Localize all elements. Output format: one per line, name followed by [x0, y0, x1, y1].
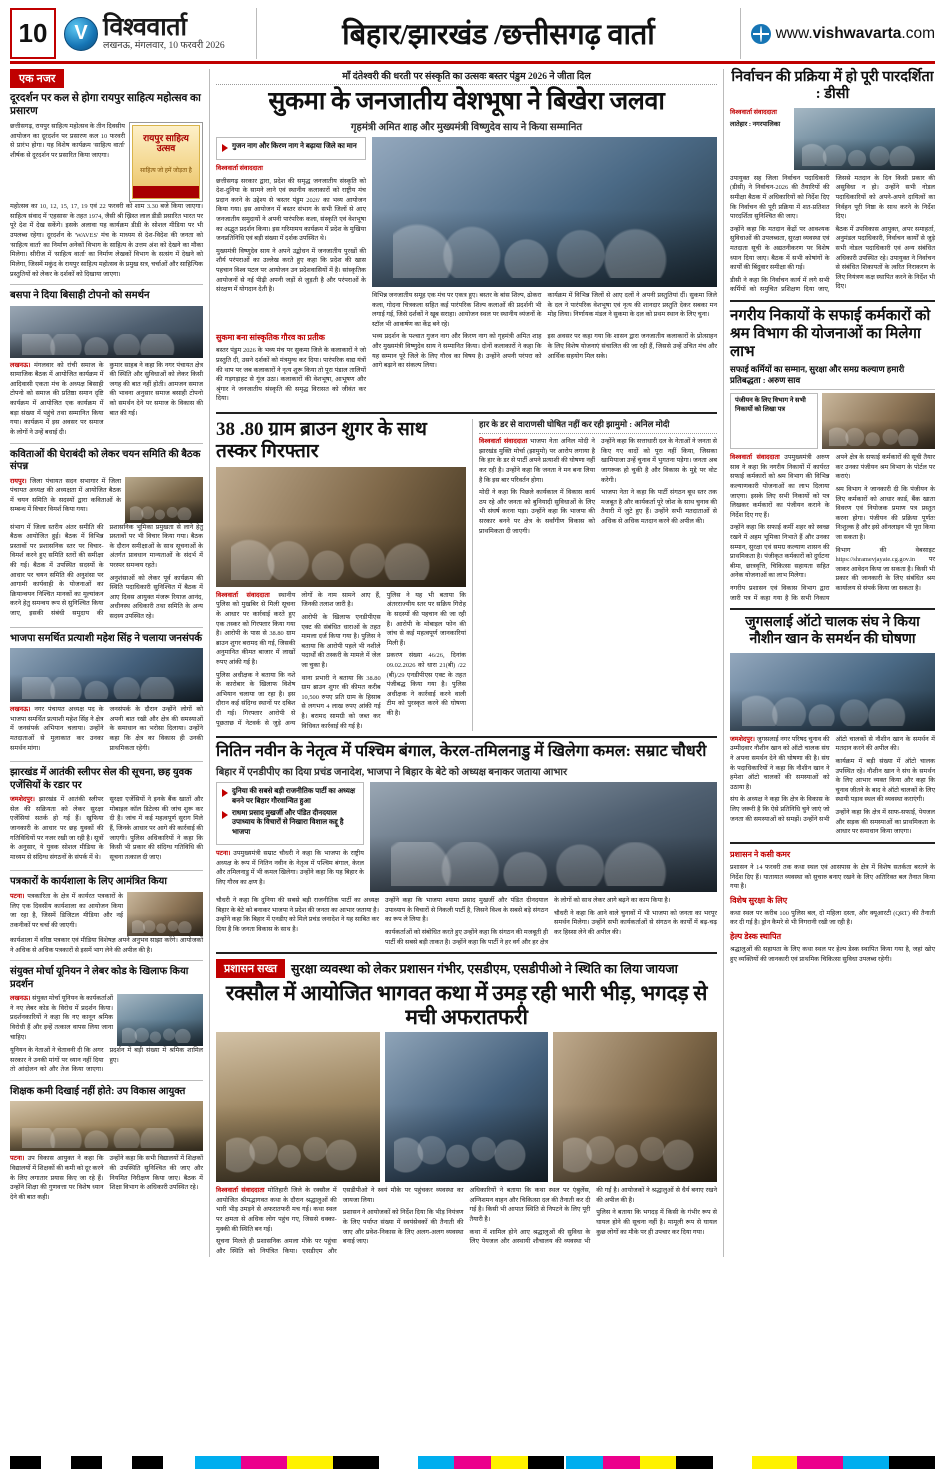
left-item-body: उप विकास आयुक्त ने कहा कि विद्यालयों में शिक्षकों की कमी को दूर करने के लिए लगातार प्रयास किए जा रहे हैं। उन्होंने शिक्षा की गुणवत्ता पर विशेष ध्यान देने की बात कही।: [10, 1155, 104, 1201]
list-item: [10, 633, 203, 757]
left-item-body: नगर पंचायत अध्यक्ष पद के भाजपा समर्थित प्रत्याशी महेश सिंह ने क्षेत्र में जनसंपर्क अभियान चलाया। उन्होंने मतदाताओं से मुलाकात कर उनका समर्थन मांगा।: [10, 706, 104, 752]
article-photo: [10, 306, 203, 358]
left-lead-body: छत्तीसगढ़, रायपुर साहित्य महोत्सव के तीन दिवसीय आयोजन का दूरदर्शन पर प्रसारण कल 10 फरवरी से प्रारंभ होगा। यह विशेष कार्यक्रम 'साहित्य वार्ता' शीर्षक से दूरदर्शन पर प्रसारित किया जाएगा।: [10, 123, 125, 160]
triangle-bullet-icon: [222, 811, 228, 819]
article-photo: [125, 477, 203, 523]
raxaul-headline: रक्सौल में आयोजित भागवत कथा में उमड़ रही भारी भीड़, भगदड़ से मची अफरातफरी: [225, 981, 708, 1029]
nitin-bullets: [216, 782, 364, 845]
story-raxaul: [216, 959, 717, 1256]
left-item-head: भाजपा समर्थित प्रत्याशी महेश सिंह ने चलाया जनसंपर्क: [10, 632, 203, 644]
raxaul-strap: [216, 959, 717, 978]
dateline: लखनऊ।: [10, 995, 31, 1003]
smuggler-col2b: थाना प्रभारी ने बताया कि 38.80 ग्राम ब्राउन शुगर की कीमत करीब 10,500 रुपए प्रति ग्राम के हिसाब से लगभग 4 लाख रुपए आंकी गई है। बरामद सामग्री को जब्त कर विधिवत कार्रवाई की गई है।: [301, 674, 381, 730]
lead-col3b: इस अवसर पर कहा गया कि शासन द्वारा जनजातीय कलाकारों के प्रोत्साहन के लिए विशेष योजनाएं संचालित की जा रही हैं, जिससे उन्हें उचित मंच और आर्थिक सहयोग मिल सके।: [547, 333, 717, 360]
raxaul-col3: कथा में शामिल होने आए श्रद्धालुओं की सुविधा के लिए पेयजल और अस्थायी शौचालय की व्यवस्था भी की गई है। आयोजकों ने श्रद्धालुओं से धैर्य बनाए रखने की अपील की है।: [469, 1187, 717, 1246]
website-prefix: www.: [775, 24, 813, 42]
left-item-body: झारखंड में आतंकी स्लीपर सेल की सक्रियता को लेकर सुरक्षा एजेंसियां सतर्क हो गई हैं। खुफिया जानकारी के आधार पर छह युवकों की गतिविधियों पर नजर रखी जा रही है। सूत्रों के अनुसार, ये युवक सोशल मीडिया के माध्यम से संदिग्ध संगठनों के संपर्क में थे।: [10, 796, 104, 861]
bullet-text: राधमा प्रसाद मुखर्जी और पंडित दीनदयाल उपाध्याय के विचारों से निखारा विशाल कद्दू है भाजपा: [232, 808, 344, 836]
smuggler-col3: पुलिस ने यह भी बताया कि अंतरराज्यीय स्तर पर सक्रिय गिरोह के सदस्यों की पहचान की जा रही है। आरोपी के मोबाइल फोन की जांच से कई महत्वपूर्ण जानकारियां मिली हैं।: [386, 591, 466, 647]
raxaul-col2: प्रशासन ने आयोजकों को निर्देश दिया कि भीड़ नियंत्रण के लिए पर्याप्त संख्या में स्वयंसेवकों की तैनाती की जाए और प्रवेश-निकास के लिए अलग-अलग व्यवस्था बनाई जाए।: [342, 1209, 464, 1246]
raxaul-sub-body-3: श्रद्धालुओं की सहायता के लिए कथा स्थल पर हेल्प डेस्क स्थापित किया गया है, जहां खोए हुए व्यक्तियों की जानकारी एवं प्राथमिक चिकित्सा सुविधा उपलब्ध रहेगी।: [730, 945, 935, 963]
raxaul-sub-body-1: प्रशासन ने 14 फरवरी तक कथा स्थल एवं आसपास के क्षेत्र में विशेष सतर्कता बरतने के निर्देश दिए हैं। यातायात व्यवस्था को सुचारु बनाए रखने के लिए अतिरिक्त बल तैनात किया गया है।: [730, 863, 935, 891]
logo-title: विश्ववार्ता: [103, 13, 187, 42]
page-body: [10, 69, 935, 1257]
dateline: विश्ववार्ता संवाददाता: [216, 591, 270, 599]
left-item-body: मंगलवार को रांची समाज के सामाजिक बैठक में आयोजित कार्यक्रम में आदिवासी एकता मंच के अध्यक्ष बिसाही टोपनो को समाज की प्रतिष्ठा समान दृष्टि कार्यक्रम में आयोजित एक कार्यक्रम में बड़ा संख्या में पहुंचे तथा सम्मानित किया गया। कार्यक्रम में इस अवसर पर समाज के लोगों ने उन्हें बधाई दी।: [10, 361, 104, 436]
jhumri-col2b: भाजपा नेता ने कहा कि पार्टी संगठन बूथ स्तर तक मजबूत है और कार्यकर्ता पूरे जोश के साथ चुनाव की तैयारी में जुटे हुए हैं। उन्होंने सभी मतदाताओं से अधिक से अधिक मतदान करने की अपील की।: [601, 489, 717, 525]
list-item: [10, 1086, 203, 1203]
raxaul-photo-3: [553, 1032, 717, 1182]
website-link[interactable]: [741, 8, 935, 59]
lead-photo: [372, 137, 717, 287]
raxaul-photo-2: [385, 1032, 549, 1182]
website-tld: .com: [901, 24, 935, 42]
triangle-bullet-icon: [222, 144, 228, 152]
logo-mark-icon: [64, 17, 98, 51]
left-item-body: संयुक्त मोर्चा यूनियन के कार्यकर्ताओं ने नए लेबर कोड के विरोध में प्रदर्शन किया। प्रदर्शनकारियों ने कहा कि नए कानून श्रमिक विरोधी हैं और इन्हें तत्काल वापस लिया जाना चाहिए।: [10, 995, 113, 1041]
nagar-subhead: सफाई कर्मियों का सम्मान, सुरक्षा और समग्र कल्याण हमारी प्रतिबद्धता : अरुण साव: [730, 364, 905, 386]
page-number: 10: [10, 8, 56, 59]
lead-col2b: कार्यक्रम में विभिन्न जिलों से आए दलों ने अपनी प्रस्तुतियां दीं। सुकमा जिले के दल ने पारंपरिक वेशभूषा एवं नृत्य की शानदार प्रस्तुति देकर सबका मन मोह लिया। निर्णायक मंडल ने सुकमा के दल को प्रथम स्थान के लिए चुना।: [547, 292, 717, 319]
dateline: रायपुर।: [10, 477, 27, 485]
nitin-col2b: कार्यकर्ताओं को संबोधित करते हुए उन्होंने कहा कि संगठन की मजबूती ही पार्टी की सबसे बड़ी ताकत है। उन्होंने कहा कि पार्टी ने हर वर्ग और हर क्षेत्र के लोगों को साथ लेकर आगे बढ़ने का काम किया है।: [385, 897, 671, 946]
triangle-bullet-icon: [222, 789, 228, 797]
left-item-head: पत्रकारों के कार्यशाला के लिए आमंत्रित किया: [10, 876, 167, 888]
article-photo: [10, 648, 203, 702]
left-item-head: झारखंड में आतंकी स्लीपर सेल की सूचना, छह युवक एजेंसियों के रडार पर: [10, 767, 192, 791]
left-item-body-2: सुरक्षा एजेंसियों ने इनके बैंक खातों और मोबाइल कॉल डिटेल्स की जांच शुरू कर दी है। जांच में कई महत्वपूर्ण सुराग मिले हैं, जिनके आधार पर आगे की कार्रवाई की जाएगी। पुलिस अधिकारियों ने कहा कि किसी भी प्रकार की संदिग्ध गतिविधि की सूचना तत्काल दी जाए।: [109, 796, 203, 861]
left-lead-headline: दूरदर्शन पर कल से होगा रायपुर साहित्य महोत्सव का प्रसारण: [10, 93, 201, 118]
dateline: विश्ववार्ता संवाददाता: [216, 165, 263, 172]
story-nitin: [216, 743, 717, 947]
article-photo: [117, 994, 203, 1046]
smuggler-col1b: पुलिस अधीक्षक ने बताया कि नशे के कारोबार के खिलाफ विशेष अभियान चलाया जा रहा है। इस दौरान कई संदिग्ध स्थानों पर दबिश दी गई। गिरफ्तार आरोपी से पूछताछ में नेटवर्क से जुड़े अन्य लोगों के नाम सामने आए हैं, जिनकी तलाश जारी है।: [216, 591, 381, 727]
nirvachan-col1b: उन्होंने कहा कि मतदान केंद्रों पर आवश्यक सुविधाओं की उपलब्धता, सुरक्षा व्यवस्था एवं मतदाता सूची के अद्यतनीकरण पर विशेष ध्यान दिया जाए। बैठक में सभी कोषांगों के कार्यों की बिंदुवार समीक्षा की गई।: [730, 225, 830, 272]
list-item: [10, 966, 203, 1075]
dateline: विश्ववार्ता संवाददाता: [479, 438, 528, 446]
left-item-body-2: कार्यशाला में वरिष्ठ पत्रकार एवं मीडिया विशेषज्ञ अपने अनुभव साझा करेंगे। आयोजकों ने अधिक से अधिक पत्रकारों से इसमें भाग लेने की अपील की है।: [10, 936, 203, 954]
nitin-col1: उपमुख्यमंत्री सम्राट चौधरी ने कहा कि भाजपा के राष्ट्रीय अध्यक्ष के रूप में नितिन नवीन के नेतृत्व में पश्चिम बंगाल, केरल और तमिलनाडु में भी कमल खिलेगा। उन्होंने कहा कि यह बिहार के लिए गौरव का क्षण है।: [216, 849, 364, 886]
jhumri-col1: भाजपा नेता अनिल मोदी ने झारखंड मुक्ति मोर्चा (झामुमो) पर आरोप लगाया है कि हार के डर से पार्टी अपने प्रत्याशी की घोषणा नहीं कर रही है। उन्होंने कहा कि जनता ने मन बना लिया है कि इस बार परिवर्तन होगा।: [479, 438, 595, 484]
article-photo: [127, 892, 203, 936]
publication-logo: [56, 8, 256, 59]
strap-label: प्रशासन सख्त: [216, 959, 285, 978]
auto-col2b: उन्होंने कहा कि क्षेत्र में साफ-सफाई, पेयजल और सड़क की समस्याओं का प्राथमिकता के आधार पर समाधान किया जाएगा।: [835, 809, 935, 836]
globe-icon: [751, 24, 771, 44]
lead-col1: छत्तीसगढ़ सरकार द्वारा, प्रदेश की समृद्ध जनजातीय संस्कृति को देश-दुनिया के सामने लाने एवं स्थानीय कलाकारों को राष्ट्रीय मंच प्रदान करने के उद्देश्य से 'बस्तर पंडुम 2026' का भव्य आयोजन किया गया। इस आयोजन में बस्तर संभाग के सभी जिलों से आए जनजातीय समुदायों ने अपनी पारंपरिक कला, संस्कृति एवं वेशभूषा का अद्भुत प्रदर्शन किया। इस गरिमामय कार्यक्रम में प्रदेश के मुखिया जनप्रतिनिधि एवं बड़ी संख्या में दर्शक उपस्थित थे।: [216, 177, 366, 243]
raxaul-col1b: सूचना मिलते ही प्रशासनिक अमला मौके पर पहुंचा और स्थिति को नियंत्रित किया। एसडीएम और एसडीपीओ ने स्वयं मौके पर पहुंचकर व्यवस्था का जायजा लिया।: [216, 1187, 464, 1255]
lead-bullets: [216, 137, 366, 160]
auto-col1: जुगसलाई नगर परिषद चुनाव की उम्मीदवार नौशीन खान को ऑटो चालक संघ ने अपना समर्थन देने की घोषणा की है। संघ के पदाधिकारियों ने कहा कि नौशीन खान ने हमेशा ऑटो चालकों की समस्याओं को उठाया है।: [730, 735, 830, 791]
list-item: [10, 449, 203, 622]
nirvachan-headline: निर्वाचन की प्रक्रिया में हो पूरी पारदर्शिता : डीसी: [731, 69, 934, 103]
raxaul-col2b: अधिकारियों ने बताया कि कथा स्थल पर एंबुलेंस, अग्निशमन वाहन और चिकित्सा दल की तैनाती कर दी गई है। किसी भी आपात स्थिति से निपटने के लिए पूरी तैयारी है।: [469, 1187, 591, 1224]
story-jhumri: [472, 419, 717, 731]
left-item-body-2: उन्होंने कहा कि सभी विद्यालयों में शिक्षकों की उपस्थिति सुनिश्चित की जाए और नियमित निरीक्षण किया जाए। बैठक में शिक्षा विभाग के अधिकारी उपस्थित रहे।: [109, 1155, 203, 1192]
festival-poster: [129, 122, 203, 202]
lead-headline: सुकमा के जनजातीय वेशभूषा ने बिखेरा जलवा: [268, 88, 665, 115]
masthead: [10, 8, 935, 64]
raxaul-sub-head-2: विशेष सुरक्षा के लिए: [730, 895, 788, 905]
right-column: [723, 69, 935, 1257]
lead-col2: विभिन्न जनजातीय समूह एक मंच पर एकत्र हुए। बस्तर के बांस शिल्प, ढोकरा कला, गोदना चित्रकला सहित कई पारंपरिक शिल्प कलाओं की प्रदर्शनी भी लगाई गई, जिसे दर्शकों ने खूब सराहा। आयोजन स्थल पर स्थानीय व्यंजनों के स्टॉल भी आकर्षण का केंद्र बने रहे।: [372, 292, 542, 328]
lead-kicker: माँ दंतेश्वरी की धरती पर संस्कृति का उत्सवः बस्तर पंडुम 2026 ने जीता दिल: [342, 72, 591, 82]
nirvachan-col1: उपायुक्त सह जिला निर्वाचन पदाधिकारी (डीसी) ने निर्वाचन-2026 की तैयारियों की समीक्षा बैठक में अधिकारियों को निर्देश दिए कि निर्वाचन की पूरी प्रक्रिया में शत-प्रतिशत पारदर्शिता सुनिश्चित की जाए।: [730, 174, 830, 221]
nagar-note: पंजीयन के लिए विभाग ने सभी निकायों को लिखा पत्र: [730, 393, 818, 449]
nirvachan-col2b: बैठक में उपविकास आयुक्त, अपर समाहर्ता, अनुमंडल पदाधिकारी, निर्वाचन कार्यों से जुड़े सभी नोडल पदाधिकारी एवं अन्य संबंधित अधिकारी उपस्थित रहे। उपायुक्त ने निर्वाचन से संबंधित शिकायतों के त्वरित निराकरण के लिए नियंत्रण कक्ष स्थापित करने के निर्देश भी दिए।: [835, 225, 935, 291]
nirvachan-col2: डीसी ने कहा कि निर्वाचन कार्य में लगे सभी कर्मियों को समुचित प्रशिक्षण दिया जाए, जिससे मतदान के दिन किसी प्रकार की असुविधा न हो। उन्होंने सभी नोडल पदाधिकारियों को अपने-अपने दायित्वों का निर्वहन पूरी निष्ठा के साथ करने के निर्देश दिए।: [730, 174, 935, 294]
dateline: पटना।: [216, 849, 231, 857]
website-domain: vishwavarta: [812, 24, 902, 42]
left-lead-body-2: महोत्सव का 10, 12, 15, 17, 19 एवं 22 फरवरी को शाम 3.30 बजे किया जाएगा। साहित्य संवाद में 'एहसास' के तहत 1974, जैसी श्री ख्रिस्त लाल डीडी प्रसारित भारत पर पूरे देश में देख सकेंगे। इसके अलावा यह कार्यक्रम डीडी के सोशल मीडिया पर भी उपलब्ध रहेगा। दूरदर्शन के 'WAVES' मंच के माध्यम से देश-विदेश की जनता को 'साहित्य वार्ता' का निर्माण अनेकों विभाग के साहित्य के उत्तम अंश को देखने का मौका मिलेगा। सीरीज में 'साहित्य वार्ता' का निर्माण लेखकों विभाग के सत्संग में देखने को मिलेगा, जिसमें मकुंद के रायपुर साहित्य महोत्सव के प्रमुख सत्र, चर्चाओं और साहित्यिक प्रस्तुतियों को लेकर के दर्शकों को दिखाया जाएगा।: [10, 203, 203, 278]
auto-headline: जुगसलाई ऑटो चालक संघ ने किया नौशीन खान के समर्थन की घोषणा: [745, 615, 920, 648]
article-photo: [730, 653, 935, 731]
lead-subhead: गृहमंत्री अमित शाह और मुख्यमंत्री विष्णुदेव साय ने किया सम्मानित: [350, 122, 583, 133]
cmyk-registration-bar: [10, 1456, 935, 1469]
left-item-head: बसपा ने दिया बिसाही टोपनो को समर्थन: [10, 290, 150, 302]
left-item-head: शिक्षक कमी दिखाई नहीं होते: उप विकास आयुक्त: [10, 1085, 186, 1097]
left-item-body-3: अनुशंसाओं को लेकर पूर्व कार्यक्रम की स्थिति पदाधिकारी सुनिश्चित में बैठक में आए दिवस आयुक्त मंजरू रियाज आनंद, अधीनस्थ अधिकारी तथा समिति के अन्य सदस्य उपस्थित रहे।: [109, 574, 203, 620]
dateline: विश्ववार्ता संवाददाता: [216, 1187, 265, 1195]
poster-sub-text: साहित्य जो हमें जोड़ता है: [140, 168, 192, 175]
left-column: [10, 69, 210, 1257]
story-nagar: [730, 307, 935, 603]
nitin-col3: चौधरी ने कहा कि आने वाले चुनावों में भी भाजपा को जनता का भरपूर समर्थन मिलेगा। उन्होंने सभी कार्यकर्ताओं से संगठन के कार्यों में बढ़-चढ़ कर हिस्सा लेने की अपील की।: [554, 909, 717, 937]
article-photo: [794, 108, 935, 170]
article-photo: [370, 782, 717, 892]
section-title-wrap: [256, 8, 741, 59]
dateline: जमशेदपुर।: [10, 796, 35, 804]
column-tag: एक नजर: [10, 69, 64, 88]
smuggler-col2: आरोपी के खिलाफ एनडीपीएस एक्ट की संबंधित धाराओं के तहत मामला दर्ज किया गया है। पुलिस ने बताया कि आरोपी पहले भी नशीले पदार्थों की तस्करी के मामले में जेल जा चुका है।: [301, 614, 381, 670]
raxaul-sidebars: [730, 849, 935, 964]
bullet-text: दुनिया की सबसे बड़ी राजनीतिक पार्टी का अध्यक्ष बनने पर बिहार गौरवान्वित हुआ: [232, 787, 356, 805]
dateline: विश्ववार्ता संवाददाता: [730, 454, 780, 462]
left-item-body-2: जनसंपर्क के दौरान उन्होंने लोगों को अपनी बात रखी और क्षेत्र की समस्याओं के समाधान का भरोसा दिलाया। उन्होंने कहा कि क्षेत्र का विकास ही उनकी प्राथमिकता रहेगी।: [109, 706, 203, 752]
article-photo: [822, 393, 935, 449]
raxaul-photo-1: [216, 1032, 380, 1182]
section-title: बिहार/झारखंड /छत्तीसगढ़ वार्ता: [342, 19, 655, 51]
story-nirvachan: [730, 69, 935, 295]
strap-text: सुरक्षा व्यवस्था को लेकर प्रशासन गंभीर, एसडीएम, एसडीपीओ ने स्थिति का लिया जायजा: [291, 962, 678, 977]
bullet-text: गुजन नाग और किरण नाग ने बढ़ाया जिले का मान: [232, 142, 357, 150]
left-item-body-2: यूनियन के नेताओं ने चेतावनी दी कि अगर सरकार ने उनकी मांगों पर ध्यान नहीं दिया तो आंदोलन को और तेज किया जाएगा। प्रदर्शन में बड़ी संख्या में श्रमिक शामिल हुए।: [10, 1047, 203, 1074]
smuggler-headline: 38 .80 ग्राम ब्राउन शुगर के साथ तस्कर गिरफ्तार: [216, 419, 427, 462]
lead-col3: भव्य प्रदर्शन के पश्चात गुजन नाग और किरण नाग को गृहमंत्री अमित शाह और मुख्यमंत्री विष्णुदेव साय ने सम्मानित किया। दोनों कलाकारों ने कहा कि यह सम्मान पूरे जिले के लिए गौरव का विषय है। उन्होंने अपनी परंपरा को आगे बढ़ाने का संकल्प लिया।: [372, 333, 542, 370]
dateline: विश्ववार्ता संवाददाता: [730, 108, 777, 116]
raxaul-sub-head-1: प्रशासन ने कसी कमर: [730, 849, 791, 859]
nagar-col2: नगरीय प्रशासन एवं विकास विभाग द्वारा जारी पत्र में कहा गया है कि सभी निकाय अपने क्षेत्र के सफाई कर्मकारों की सूची तैयार कर उनका पंजीयन श्रम विभाग के पोर्टल पर कराएं।: [730, 454, 935, 602]
dateline: लखनऊ।: [10, 361, 31, 369]
auto-col2: कार्यक्रम में बड़ी संख्या में ऑटो चालक उपस्थित रहे। नौशीन खान ने संघ के समर्थन के लिए आभार व्यक्त किया और कहा कि चुनाव जीतने के बाद वे ऑटो चालकों के लिए स्थायी पड़ाव स्थल की व्यवस्था कराएंगी।: [835, 758, 935, 804]
jhumri-kicker: हार के डर से वाराणसी घोषित नहीं कर रही झामुमो : अनिल मोदी: [479, 419, 670, 430]
jhumri-col1b: मोदी ने कहा कि पिछले कार्यकाल में विकास कार्य ठप रहे और जनता को बुनियादी सुविधाओं के लिए भी संघर्ष करना पड़ा। उन्होंने कहा कि भाजपा की सरकार बनने पर क्षेत्र के सर्वांगीण विकास को प्राथमिकता दी जाएगी।: [479, 489, 595, 535]
lead-col1b: मुख्यमंत्री विष्णुदेव साय ने अपने उद्बोधन में जनजातीय पुरखों की शौर्य परंपराओं का उल्लेख करते हुए कहा कि प्रदेश की खास पहचान विश्व पटल पर आयोजन उन प्रदेशवासियों में है। सांस्कृतिक आयोजनों से नई पीढ़ी अपनी जड़ों से जुड़ती है और परंपराओं के संरक्षण में योगदान देती है।: [216, 247, 366, 294]
story-auto: [730, 615, 935, 837]
nagar-headline: नगरीय निकायों के सफाई कर्मकारों को श्रम विभाग की योजनाओं का मिलेगा लाभ: [730, 308, 931, 361]
dateline: पटना।: [10, 1155, 25, 1163]
nitin-subhead: बिहार में एनडीपीए का दिया प्रचंड जनादेश, भाजपा ने बिहार के बेटे को अध्यक्ष बनाकर जताया आभार: [216, 767, 568, 779]
nitin-headline: नितिन नवीन के नेतृत्व में पश्चिम बंगाल, केरल-तमिलनाडु में खिलेगा कमल: सम्राट चौधरी: [216, 743, 707, 761]
dateline: जमशेदपुर।: [730, 735, 755, 743]
dateline: लखनऊ।: [10, 706, 31, 714]
logo-edition-date: लखनऊ, मंगलवार, 10 फरवरी 2026: [103, 41, 225, 52]
smuggler-col1: स्थानीय पुलिस को मुखबिर से मिली सूचना के आधार पर कार्रवाई करते हुए एक तस्कर को गिरफ्तार किया गया है। आरोपी के पास से 38.80 ग्राम ब्राउन शुगर बरामद की गई, जिसकी अनुमानित कीमत बाजार में लाखों रुपए आंकी गई है।: [216, 591, 296, 667]
list-item: [10, 290, 203, 437]
list-item: [10, 876, 203, 955]
lead-sub-body: बस्तर पंडुम 2026 के भव्य मंच पर सुकमा जिले के कलाकारों ने जो प्रस्तुति दी, उसने दर्शकों को मंत्रमुग्ध कर दिया। पारंपरिक वाद्य यंत्रों की थाप पर जब कलाकारों ने नृत्य शुरू किया तो पूरा पंडाल तालियों की गड़गड़ाहट से गूंज उठा। कलाकारों की वेशभूषा, आभूषण और श्रृंगार ने जनजातीय संस्कृति की समृद्ध विरासत को जीवंत कर दिया।: [216, 347, 366, 403]
nitin-col2: उन्होंने कहा कि भाजपा श्यामा प्रसाद मुखर्जी और पंडित दीनदयाल उपाध्याय के विचारों से निकली पार्टी है, जिसने विश्व के सबसे बड़े संगठन का रूप ले लिया है।: [385, 897, 548, 924]
auto-col1b: संघ के अध्यक्ष ने कहा कि क्षेत्र के विकास के लिए जरूरी है कि ऐसे प्रतिनिधि चुने जाएं जो जनता की समस्याओं को समझें। उन्होंने सभी ऑटो चालकों से नौशीन खान के समर्थन में मतदान करने की अपील की।: [730, 735, 935, 823]
left-item-body: पत्रकारिता के क्षेत्र में कार्यरत पत्रकारों के लिए एक दिवसीय कार्यशाला का आयोजन किया जा रहा है, जिसमें डिजिटल मीडिया और नई तकनीकों पर चर्चा की जाएगी।: [10, 892, 123, 929]
poster-band-text: रायपुर साहित्य उत्सव: [143, 133, 189, 154]
middle-column: [216, 69, 717, 1257]
lead-story: [216, 69, 717, 407]
left-item-body-2: कुमार साहब ने कहा कि नगर पंचायत क्षेत्र की स्थिति और सुविधाओं को लेकर किसी जगह की बात नहीं होती। आमजन समाज की भावना अनुसार समाज बसाही टोपनो को समर्थन देने पर समाज के विकास की बात की गई।: [109, 361, 203, 417]
article-photo: [10, 1101, 203, 1151]
raxaul-sub-body-2: कथा स्थल पर करीब 100 पुलिस बल, दो महिला दस्ता, और क्यूआरटी (QRT) की तैनाती कर दी गई है। ड्रोन कैमरे से भी निगरानी रखी जा रही है।: [730, 909, 935, 927]
article-photo: [216, 467, 466, 587]
left-item-head: कविताओं की घेराबंदी को लेकर चयन समिति की बैठक संपन्न: [10, 448, 201, 472]
left-item-body-2: संभाग में जिला स्तरीय अंतर समीति की बैठक आयोजित हुई। बैठक में विभिन्न प्रस्तावों पर प्रशासनिक स्तर पर विचार-विमर्श करने हुए समिति स्तरों की समीक्षा की गई। बैठक में उपस्थित सदस्यों के आधार पर चयन समिति की अनुशंसा पर आगामी कार्यवाही के योजनाओं का क्रियान्वयन निश्चित मानकों का मूल्यांकन करने हेतु समन्वय रूप से सुनिश्चित किया जाए, इसकी संबंधी समुदाय की प्रशासनिक भूमिका प्रमुखता से लाने हेतु प्रस्तावों पर भी विचार किया गया। बैठक के दौरान समीक्षाओं के साथ सूचनाओं के अंतर्गत प्रावधान मान्यताओं के संदर्भ में परस्पर समन्वय रहते।: [10, 523, 203, 617]
story-smuggler: [216, 419, 466, 731]
raxaul-col1: मोतिहारी जिले के रक्सौल में आयोजित श्रीमद्भागवत कथा के दौरान श्रद्धालुओं की भारी भीड़ उमड़ने से अफरातफरी मच गई। कथा स्थल पर क्षमता से अधिक लोग पहुंच गए, जिससे धक्का-मुक्की की स्थिति बन गई।: [216, 1187, 337, 1233]
raxaul-sub-head-3: हेल्प डेस्क स्थापित: [730, 931, 782, 941]
nitin-col1b: चौधरी ने कहा कि दुनिया की सबसे बड़ी राजनीतिक पार्टी का अध्यक्ष बिहार के बेटे को बनाकर भाजपा ने प्रदेश की जनता का आभार जताया है। उन्होंने कहा कि बिहार में एनडीए को मिले प्रचंड जनादेश ने यह साबित कर दिया है कि जनता विकास के साथ है।: [216, 897, 379, 934]
nagar-col2c: विभाग की वेबसाइट https://shramevjayate.cg.gov.in पर जाकर आवेदन किया जा सकता है। किसी भी प्रकार की जानकारी के लिए संबंधित श्रम कार्यालय से संपर्क किया जा सकता है।: [835, 546, 935, 593]
smuggler-col3b: प्रकरण संख्या 46/26, दिनांक 09.02.2026 को धारा 21(बी) /22 (बी)/29 एनडीपीएस एक्ट के तहत पंजीबद्ध किया गया है। पुलिस अधीक्षक ने कार्रवाई करने वाली टीम को पुरस्कृत करने की घोषणा की है।: [386, 652, 466, 718]
list-item: [10, 767, 203, 865]
nagar-col1: उपमुख्यमंत्री अरुण साव ने कहा कि नगरीय निकायों में कार्यरत सफाई कर्मकारों को श्रम विभाग की विभिन्न कल्याणकारी योजनाओं का लाभ दिलाया जाएगा। इसके लिए सभी निकायों को पत्र लिखकर कर्मकारों का पंजीयन कराने के निर्देश दिए गए हैं।: [730, 454, 830, 519]
raxaul-col3b: पुलिस ने बताया कि भगदड़ में किसी के गंभीर रूप से घायल होने की सूचना नहीं है। मामूली रूप से घायल कुछ लोगों का मौके पर ही उपचार कर दिया गया।: [596, 1209, 717, 1236]
jhumri-col2: उन्होंने कहा कि सत्ताधारी दल के नेताओं ने जनता से किए गए वादों को पूरा नहीं किया, जिसका खामियाजा उन्हें चुनाव में भुगतना पड़ेगा। जनता अब जागरूक हो चुकी है और विकास के मुद्दे पर वोट करेगी।: [601, 438, 717, 484]
nagar-col2b: श्रम विभाग ने जानकारी दी कि पंजीयन के लिए कर्मकारों को आधार कार्ड, बैंक खाता विवरण एवं नियोजक प्रमाण पत्र प्रस्तुत करना होगा। पंजीयन की प्रक्रिया पूर्णतः निःशुल्क है और इसे ऑनलाइन भी पूरा किया जा सकता है।: [835, 485, 935, 541]
left-item-body: जिला पंचायत सदन सभागार में जिला पंचायत अध्यक्ष की अध्यक्षता में आयोजित बैठक में चयन समिति के सदस्यों द्वारा कविताओं के सम्बन्ध में विचार विमर्श किया गया।: [10, 477, 121, 514]
lead-sub-head: सुकमा बना सांस्कृतिक गौरव का प्रतीक: [216, 333, 325, 343]
nagar-col1b: उन्होंने कहा कि सफाई कर्मी शहर को स्वच्छ रखने में अहम भूमिका निभाते हैं और उनका सम्मान, सुरक्षा एवं समग्र कल्याण शासन की प्राथमिकता है। पंजीकृत कर्मकारों को दुर्घटना बीमा, छात्रवृत्ति, चिकित्सा सहायता सहित अनेक योजनाओं का लाभ मिलेगा।: [730, 524, 830, 580]
dateline: पटना।: [10, 892, 25, 900]
nirvachan-place: लातेहार : नगरपालिका: [730, 121, 781, 129]
left-item-head: संयुक्त मोर्चा यूनियन ने लेबर कोड के खिलाफ किया प्रदर्शन: [10, 966, 189, 990]
